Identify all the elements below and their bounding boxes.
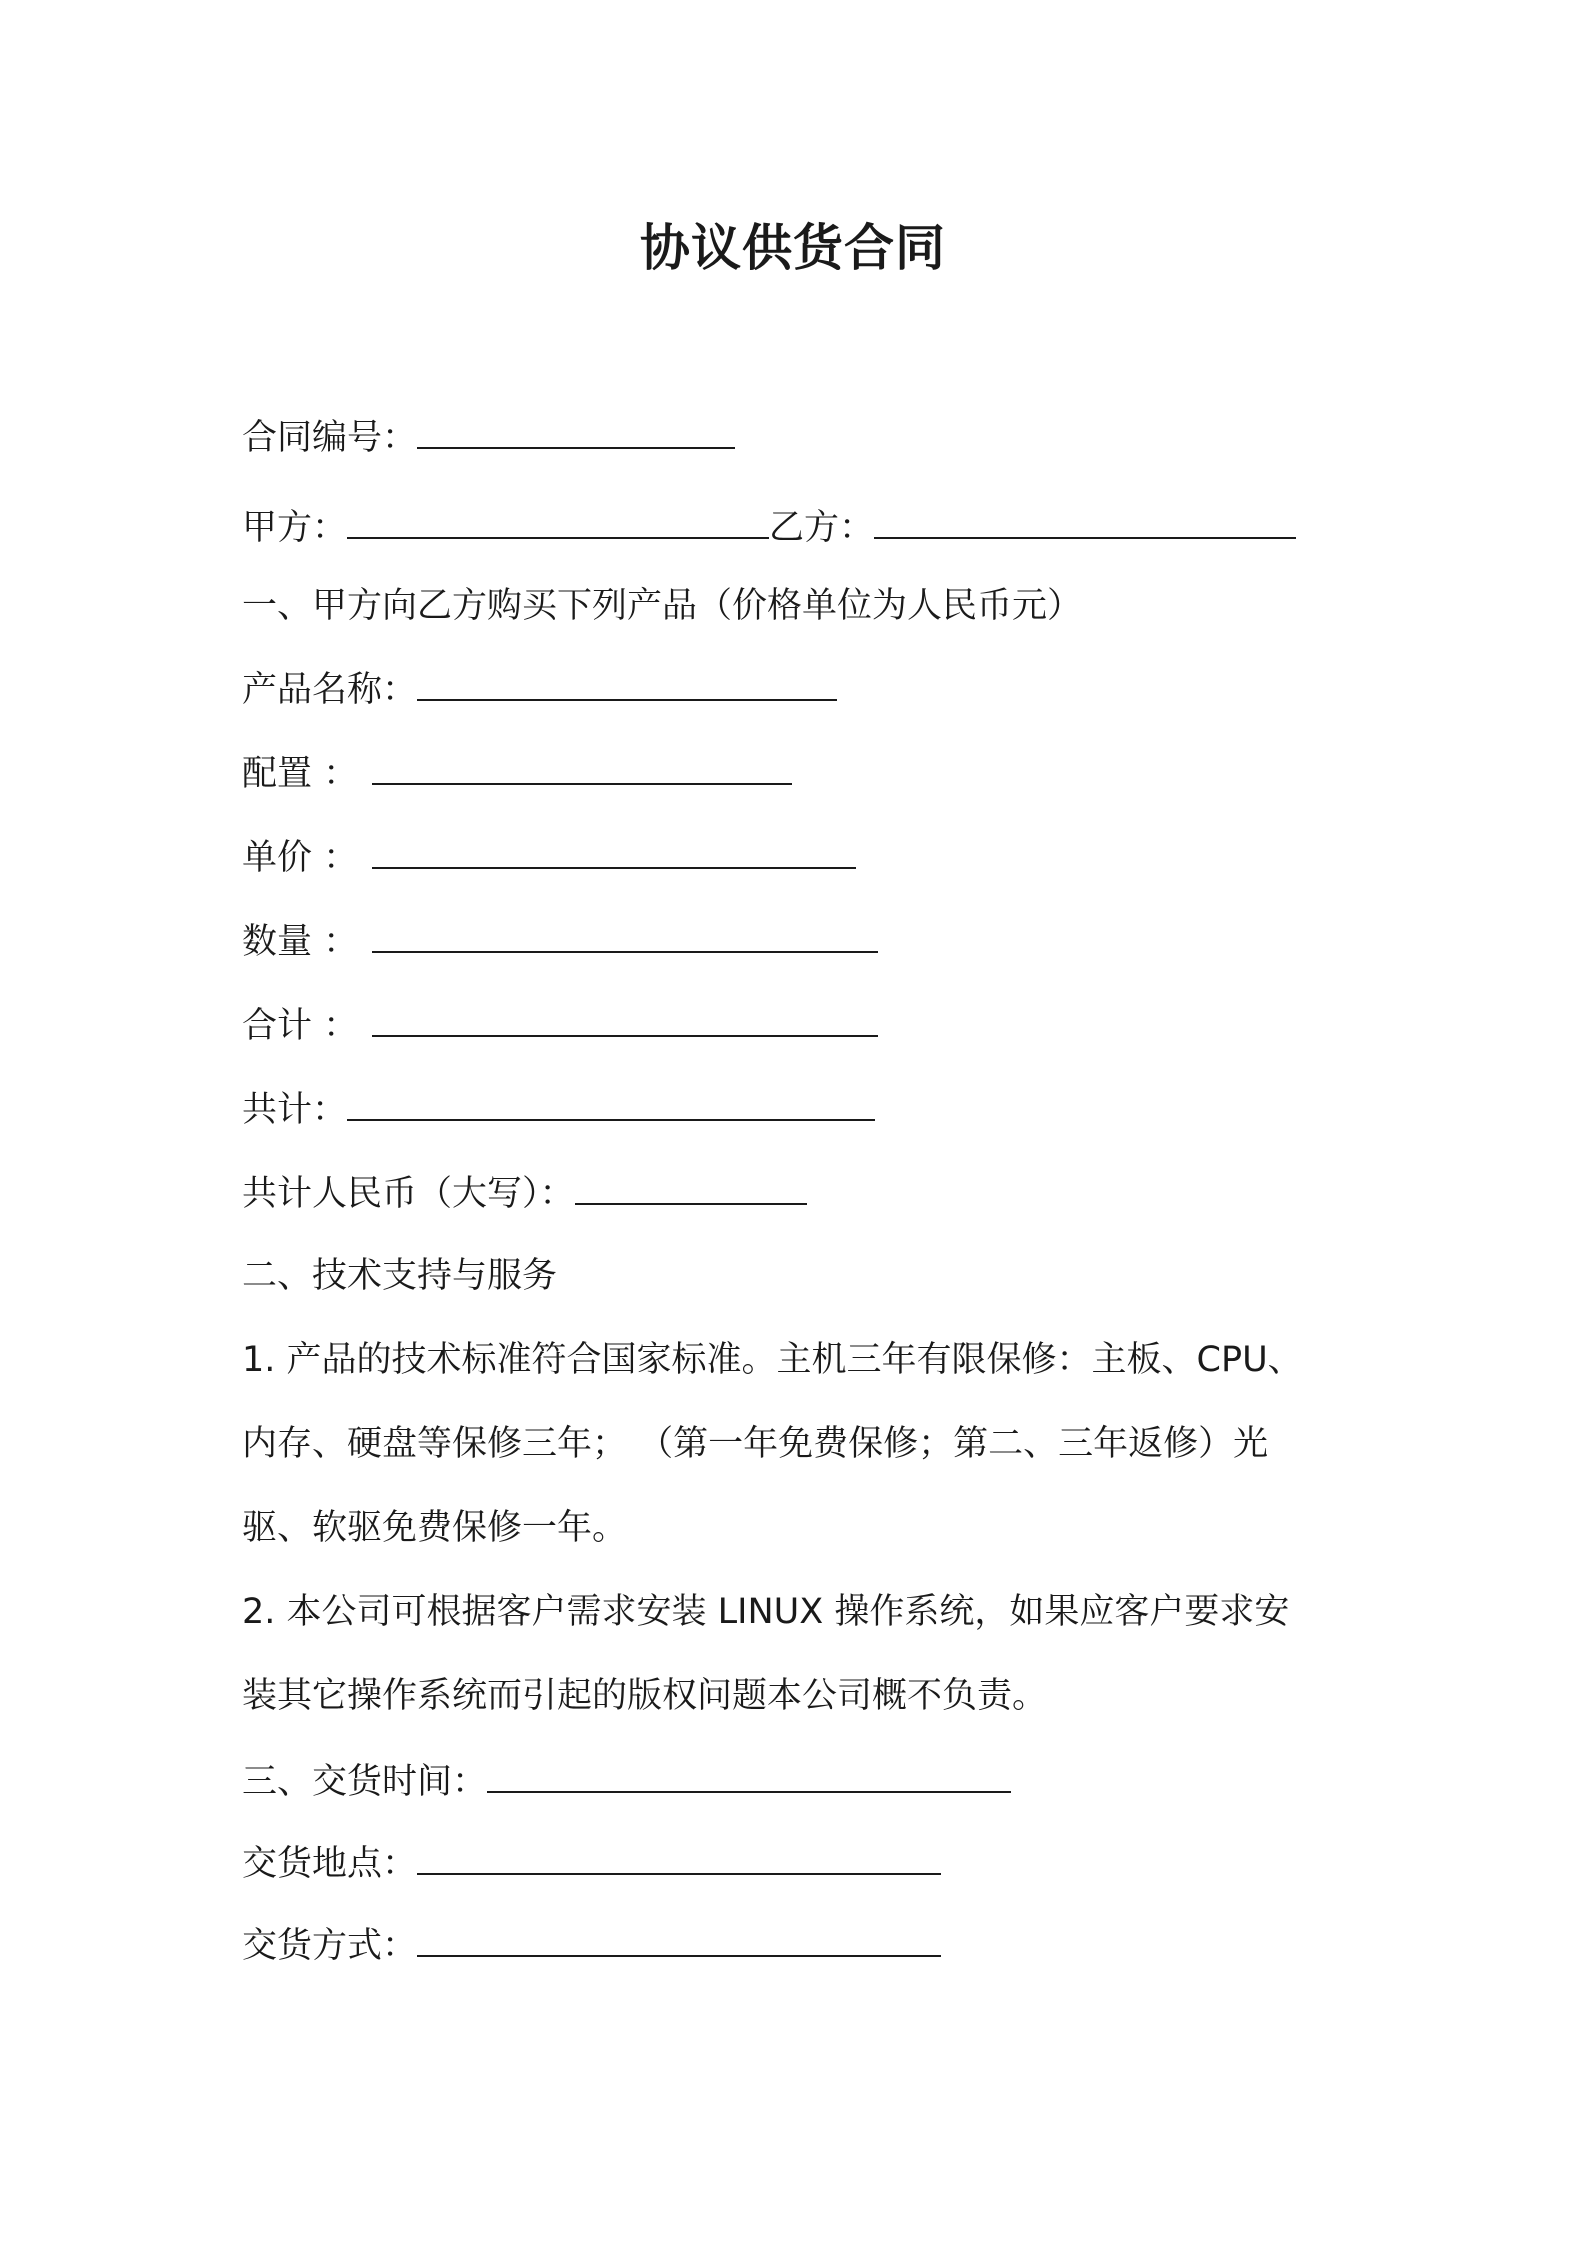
contract-number-row [242, 412, 735, 464]
delivery-time-blank[interactable] [487, 1765, 1011, 1793]
contract-number-blank[interactable] [417, 421, 735, 449]
subtotal-blank[interactable] [372, 1009, 878, 1037]
delivery-method-label: 交货方式： [242, 1926, 418, 1966]
delivery-time-label: 三、交货时间： [242, 1762, 488, 1802]
party-b-label: 乙方： [769, 508, 875, 548]
subtotal-label: 合计 ： [242, 1006, 359, 1046]
party-a-label: 甲方： [242, 508, 348, 548]
delivery-method-row [242, 1920, 941, 1972]
product-name-blank[interactable] [417, 673, 837, 701]
unit-price-blank[interactable] [372, 841, 856, 869]
clause-2-line-2: 装其它操作系统而引起的版权问题本公司概不负责。 [242, 1676, 1048, 1716]
parties-row [242, 502, 1296, 554]
section-1-heading: 一、甲方向乙方购买下列产品（价格单位为人民币元） [242, 586, 1083, 626]
delivery-time-row [242, 1756, 1011, 1808]
total-blank[interactable] [347, 1093, 875, 1121]
product-name-label: 产品名称： [242, 670, 418, 710]
product-name-row [242, 664, 837, 716]
config-label: 配置 ： [242, 754, 359, 794]
delivery-place-row [242, 1838, 941, 1890]
delivery-method-blank[interactable] [417, 1929, 941, 1957]
total-row [242, 1084, 875, 1136]
subtotal-row [242, 1000, 878, 1052]
party-a-blank[interactable] [347, 511, 769, 539]
config-blank[interactable] [372, 757, 792, 785]
total-label: 共计： [242, 1090, 348, 1130]
total-rmb-caps-blank[interactable] [575, 1177, 807, 1205]
quantity-row [242, 916, 878, 968]
contract-number-label: 合同编号： [242, 418, 418, 458]
delivery-place-label: 交货地点： [242, 1844, 418, 1884]
total-rmb-caps-label: 共计人民币（大写）： [242, 1174, 575, 1214]
unit-price-label: 单价 ： [242, 838, 359, 878]
party-b-blank[interactable] [874, 511, 1296, 539]
quantity-blank[interactable] [372, 925, 878, 953]
clause-1-line-3: 驱、软驱免费保修一年。 [242, 1508, 628, 1548]
clause-1-line-2: 内存、硬盘等保修三年； （第一年免费保修；第二、三年返修）光 [242, 1424, 1269, 1464]
total-rmb-caps-row [242, 1168, 807, 1220]
quantity-label: 数量 ： [242, 922, 359, 962]
clause-1-line-1: 1. 产品的技术标准符合国家标准。主机三年有限保修：主板、CPU、 [242, 1340, 1303, 1380]
clause-2-line-1: 2. 本公司可根据客户需求安装 LINUX 操作系统，如果应客户要求安 [242, 1592, 1290, 1632]
unit-price-row [242, 832, 856, 884]
section-2-heading: 二、技术支持与服务 [242, 1256, 558, 1296]
delivery-place-blank[interactable] [417, 1847, 941, 1875]
config-row [242, 748, 792, 800]
document-title: 协议供货合同 [640, 219, 946, 277]
